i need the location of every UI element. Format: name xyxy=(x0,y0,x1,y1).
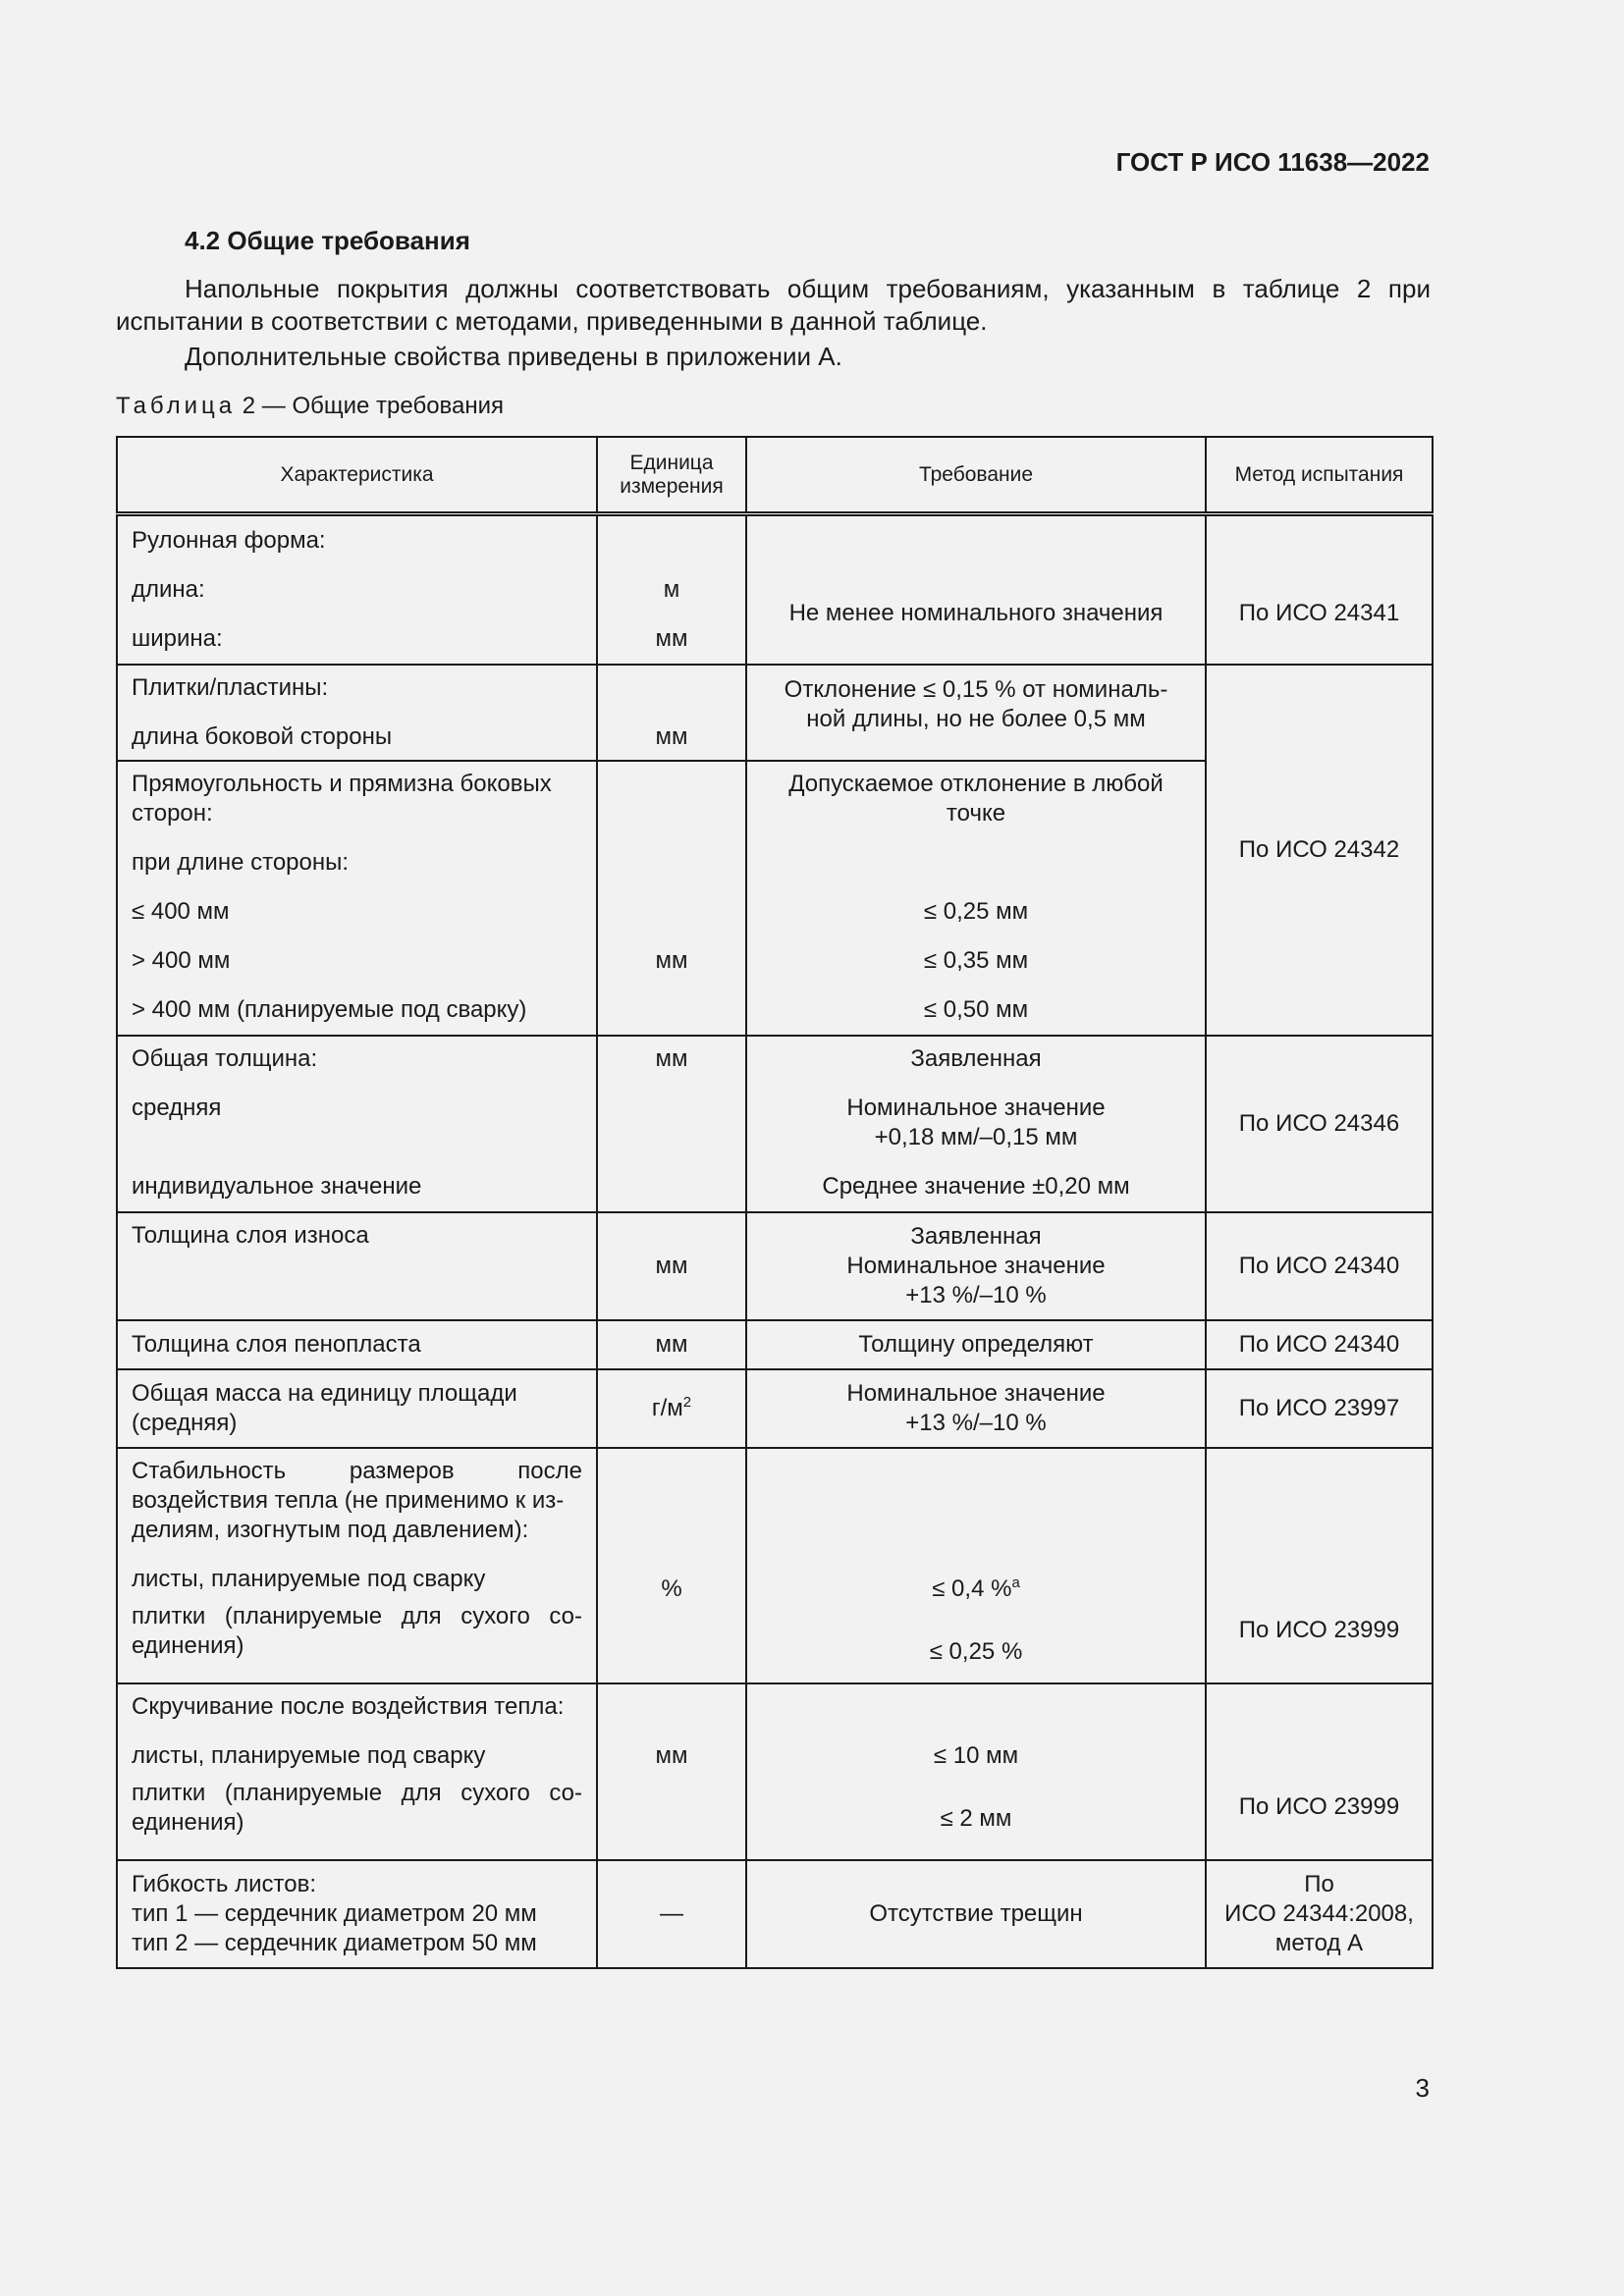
table-caption xyxy=(116,393,504,420)
cell-text: средняя xyxy=(132,1094,222,1121)
method-cell: По ИСО 23999 xyxy=(1206,1448,1433,1683)
cell-text: Рулонная форма: xyxy=(132,527,326,554)
requirement-text: ≤ 0,4 % xyxy=(932,1575,1012,1602)
characteristic-cell: Общая масса на единицу площади (средняя) xyxy=(117,1369,597,1448)
requirement-cell xyxy=(746,1036,1206,1212)
cell-text: плитки (планируемые для сухого со-единения) xyxy=(132,1779,582,1836)
page-number: 3 xyxy=(1415,2073,1430,2103)
cell-text: Заявленная xyxy=(910,1222,1042,1250)
cell-text: листы, планируемые под сварку xyxy=(132,1741,486,1769)
cell-text: листы, планируемые под сварку xyxy=(132,1565,486,1592)
method-cell: По ИСО 24340 xyxy=(1206,1212,1433,1320)
unit-cell: мм xyxy=(597,1212,746,1320)
cell-text: ≤ 10 мм xyxy=(933,1741,1019,1769)
unit-text: г/м xyxy=(651,1394,683,1421)
cell-text: ≤ 0,50 мм xyxy=(923,995,1029,1023)
unit-cell: — xyxy=(597,1860,746,1968)
characteristic-cell xyxy=(117,761,597,1036)
cell-text xyxy=(761,1575,1191,1637)
method-cell: По ИСО 24340 xyxy=(1206,1320,1433,1369)
cell-text: ширина: xyxy=(132,625,223,652)
table-row xyxy=(117,514,1433,665)
column-header: Характеристика xyxy=(117,437,597,514)
table-row xyxy=(117,1683,1433,1860)
cell-text: мм xyxy=(655,625,688,652)
cell-text: > 400 мм xyxy=(132,946,231,974)
method-cell xyxy=(1206,1860,1433,1968)
cell-text: Скручивание после воздействия тепла: xyxy=(132,1692,565,1720)
requirement-cell: Толщину определяют xyxy=(746,1320,1206,1369)
cell-text: длина: xyxy=(132,576,205,603)
unit-cell: мм xyxy=(597,1036,746,1212)
cell-text: плитки (планируемые для сухого со-единения) xyxy=(132,1602,582,1659)
cell-text: Среднее значение ±0,20 мм xyxy=(822,1172,1130,1200)
cell-text: Допускаемое отклонение в любой точке xyxy=(788,770,1164,827)
table-row xyxy=(117,1036,1433,1212)
requirement-cell: Не менее номинального значения xyxy=(746,514,1206,665)
table-header-row xyxy=(117,437,1433,514)
cell-text: при длине стороны: xyxy=(132,848,350,876)
method-cell: По ИСО 24342 xyxy=(1206,665,1433,1036)
requirement-cell xyxy=(746,1683,1206,1860)
cell-text: Плитки/пластины: xyxy=(132,673,329,701)
requirement-cell xyxy=(746,761,1206,1036)
cell-text: Прямоугольность и прямизна боковых сторон: xyxy=(132,770,552,827)
column-header: Единица измерения xyxy=(597,437,746,514)
unit-cell: мм xyxy=(597,1683,746,1860)
cell-text: +13 %/–10 % xyxy=(905,1281,1047,1308)
cell-text: ≤ 400 мм xyxy=(132,897,230,925)
table-caption-text: 2 — Общие требования xyxy=(242,393,505,419)
cell-text: Стабильность размеров после xyxy=(132,1457,582,1484)
characteristic-cell xyxy=(117,1860,597,1968)
document-code: ГОСТ Р ИСО 11638—2022 xyxy=(1115,147,1430,177)
cell-text: > 400 мм (планируемые под сварку) xyxy=(132,995,527,1023)
characteristic-cell xyxy=(117,665,597,761)
section-title: 4.2 Общие требования xyxy=(185,226,470,255)
cell-text: Общая толщина: xyxy=(132,1044,318,1072)
cell-text: длина боковой стороны xyxy=(132,722,393,750)
requirement-cell xyxy=(746,1212,1206,1320)
cell-text: м xyxy=(663,576,680,603)
unit-cell xyxy=(597,514,746,665)
unit-cell: мм xyxy=(597,1320,746,1369)
unit-cell: % xyxy=(597,1448,746,1683)
requirement-cell: Отсутствие трещин xyxy=(746,1860,1206,1968)
cell-text: воздействия тепла (не применимо к из-делиям, изогнутым под давлением): xyxy=(132,1486,565,1543)
method-cell: По ИСО 23999 xyxy=(1206,1683,1433,1860)
column-header: Требование xyxy=(746,437,1206,514)
table-caption-label: Таблица xyxy=(116,393,237,419)
cell-text: метод А xyxy=(1274,1929,1364,1956)
cell-text: ≤ 2 мм xyxy=(940,1804,1012,1832)
table-row xyxy=(117,1448,1433,1683)
cell-text: ИСО 24344:2008, xyxy=(1224,1899,1414,1927)
cell-text: индивидуальное значение xyxy=(132,1172,422,1200)
column-header: Метод испытания xyxy=(1206,437,1433,514)
requirements-table xyxy=(116,436,1434,1969)
footnote-mark: a xyxy=(1011,1574,1020,1591)
paragraph: Дополнительные свойства приведены в приложении А. xyxy=(185,342,842,371)
unit-superscript: 2 xyxy=(682,1393,692,1411)
cell-text: По xyxy=(1304,1870,1334,1897)
table-row xyxy=(117,1369,1433,1448)
unit-cell xyxy=(597,1369,746,1448)
cell-text: Заявленная xyxy=(910,1044,1042,1072)
unit-cell: мм xyxy=(597,761,746,1036)
cell-text: Номинальное значение xyxy=(846,1252,1106,1279)
cell-text: тип 1 — сердечник диаметром 20 мм xyxy=(132,1899,537,1927)
characteristic-cell: Толщина слоя износа xyxy=(117,1212,597,1320)
cell-text: Номинальное значение xyxy=(846,1379,1106,1407)
characteristic-cell xyxy=(117,1448,597,1683)
method-cell: По ИСО 23997 xyxy=(1206,1369,1433,1448)
paragraph: Напольные покрытия должны соответствовать общим требованиям, указанным в таблице 2 при испытании в соответствии с методами, приведенными в данной таблице. xyxy=(116,274,1431,336)
unit-cell: мм xyxy=(597,665,746,761)
method-cell: По ИСО 24341 xyxy=(1206,514,1433,665)
cell-text: ≤ 0,35 мм xyxy=(923,946,1029,974)
table-row xyxy=(117,1860,1433,1968)
table-row xyxy=(117,1320,1433,1369)
cell-text: ≤ 0,25 мм xyxy=(923,897,1029,925)
cell-text: ≤ 0,25 % xyxy=(929,1637,1023,1665)
table-row xyxy=(117,665,1433,761)
requirement-cell xyxy=(746,1369,1206,1448)
cell-text: +13 %/–10 % xyxy=(905,1409,1047,1436)
cell-text: Гибкость листов: xyxy=(132,1870,316,1897)
table-row xyxy=(117,1212,1433,1320)
method-cell: По ИСО 24346 xyxy=(1206,1036,1433,1212)
cell-text: Номинальное значение +0,18 мм/–0,15 мм xyxy=(846,1094,1106,1150)
characteristic-cell xyxy=(117,1683,597,1860)
characteristic-cell xyxy=(117,1036,597,1212)
characteristic-cell xyxy=(117,514,597,665)
cell-text: тип 2 — сердечник диаметром 50 мм xyxy=(132,1929,537,1956)
requirement-cell xyxy=(746,1448,1206,1683)
characteristic-cell: Толщина слоя пенопласта xyxy=(117,1320,597,1369)
requirement-cell: Отклонение ≤ 0,15 % от номиналь-ной длины, но не более 0,5 мм xyxy=(746,665,1206,761)
